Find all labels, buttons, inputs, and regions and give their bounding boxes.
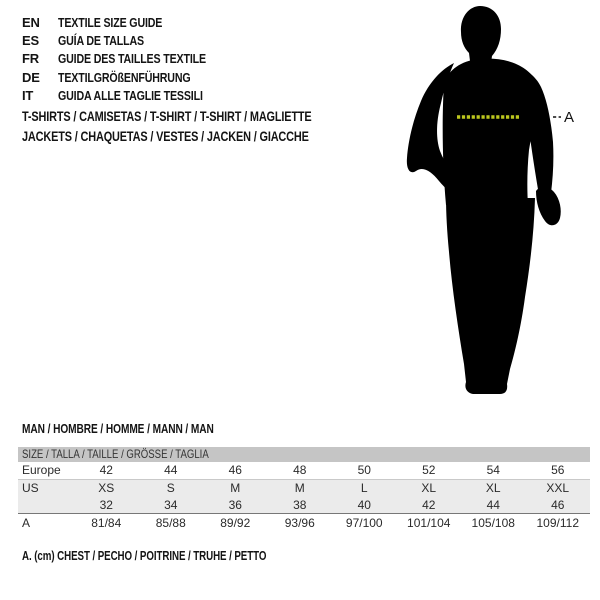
- cell: 42: [422, 498, 436, 512]
- cell: 81/84: [91, 516, 122, 530]
- table-row-europe: [18, 462, 590, 480]
- section-title-man: MAN / HOMBRE / HOMME / MANN / MAN: [22, 421, 214, 436]
- language-code: DE: [22, 69, 40, 85]
- row-label: US: [22, 481, 39, 495]
- cell: XXL: [546, 481, 570, 495]
- language-title: TEXTILE SIZE GUIDE: [58, 14, 163, 30]
- language-code: IT: [22, 88, 34, 104]
- cell: 38: [293, 498, 307, 512]
- language-code: FR: [22, 51, 39, 67]
- table-row-chest: [18, 514, 590, 532]
- man-silhouette: [407, 6, 561, 394]
- cell: 32: [99, 498, 113, 512]
- language-row: [22, 13, 238, 31]
- language-row: [22, 50, 238, 68]
- cell: 52: [422, 463, 436, 477]
- language-code: ES: [22, 33, 39, 49]
- cell: XL: [421, 481, 437, 495]
- language-row: [22, 87, 238, 105]
- cell: S: [166, 481, 175, 495]
- man-silhouette-figure: [400, 0, 600, 410]
- table-row-us: [18, 480, 590, 497]
- cell: 46: [228, 463, 242, 477]
- language-title: TEXTILGRÖßENFÜHRUNG: [58, 69, 191, 85]
- cell: XS: [98, 481, 115, 495]
- cell: 46: [551, 498, 565, 512]
- product-categories: [22, 106, 393, 146]
- language-title: GUIDA ALLE TAGLIE TESSILI: [58, 88, 203, 104]
- cell: 101/104: [407, 516, 451, 530]
- cell: 97/100: [345, 516, 383, 530]
- cell: M: [294, 481, 305, 495]
- row-label: Europe: [22, 463, 61, 477]
- cell: 34: [164, 498, 178, 512]
- row-label: [18, 497, 74, 513]
- cell: 48: [293, 463, 307, 477]
- language-row: [22, 31, 238, 49]
- cell: 105/108: [471, 516, 515, 530]
- cell: 44: [486, 498, 500, 512]
- cell: 36: [228, 498, 242, 512]
- language-title: GUIDE DES TAILLES TEXTILE: [58, 51, 206, 67]
- size-table-header-label: SIZE / TALLA / TAILLE / GRÖSSE / TAGLIA: [22, 447, 209, 461]
- cell: M: [230, 481, 241, 495]
- size-table: [18, 447, 590, 532]
- row-label: A: [22, 516, 31, 530]
- cell: 54: [486, 463, 500, 477]
- category-jackets: JACKETS / CHAQUETAS / VESTES / JACKEN / GIACCHE: [22, 128, 309, 144]
- cell: L: [360, 481, 368, 495]
- cell: 56: [551, 463, 565, 477]
- language-row: [22, 68, 238, 86]
- cell: 89/92: [220, 516, 251, 530]
- cell: 42: [99, 463, 113, 477]
- cell: 93/96: [284, 516, 315, 530]
- cell: 44: [164, 463, 178, 477]
- cell: 85/88: [155, 516, 186, 530]
- cell: XL: [485, 481, 501, 495]
- language-code: EN: [22, 14, 40, 30]
- language-title: GUÍA DE TALLAS: [58, 33, 144, 49]
- language-list: [22, 13, 238, 105]
- cell: 50: [357, 463, 371, 477]
- category-tshirts: T-SHIRTS / CAMISETAS / T-SHIRT / T-SHIRT / MAGLIETTE: [22, 108, 312, 124]
- cell: 109/112: [536, 516, 579, 530]
- cell: 40: [357, 498, 371, 512]
- table-row-numeric: [18, 497, 590, 514]
- measurement-label-a: A: [564, 109, 575, 126]
- size-table-header: [18, 447, 590, 462]
- measurement-footnote: A. (cm) CHEST / PECHO / POITRINE / TRUHE / PETTO: [22, 548, 267, 563]
